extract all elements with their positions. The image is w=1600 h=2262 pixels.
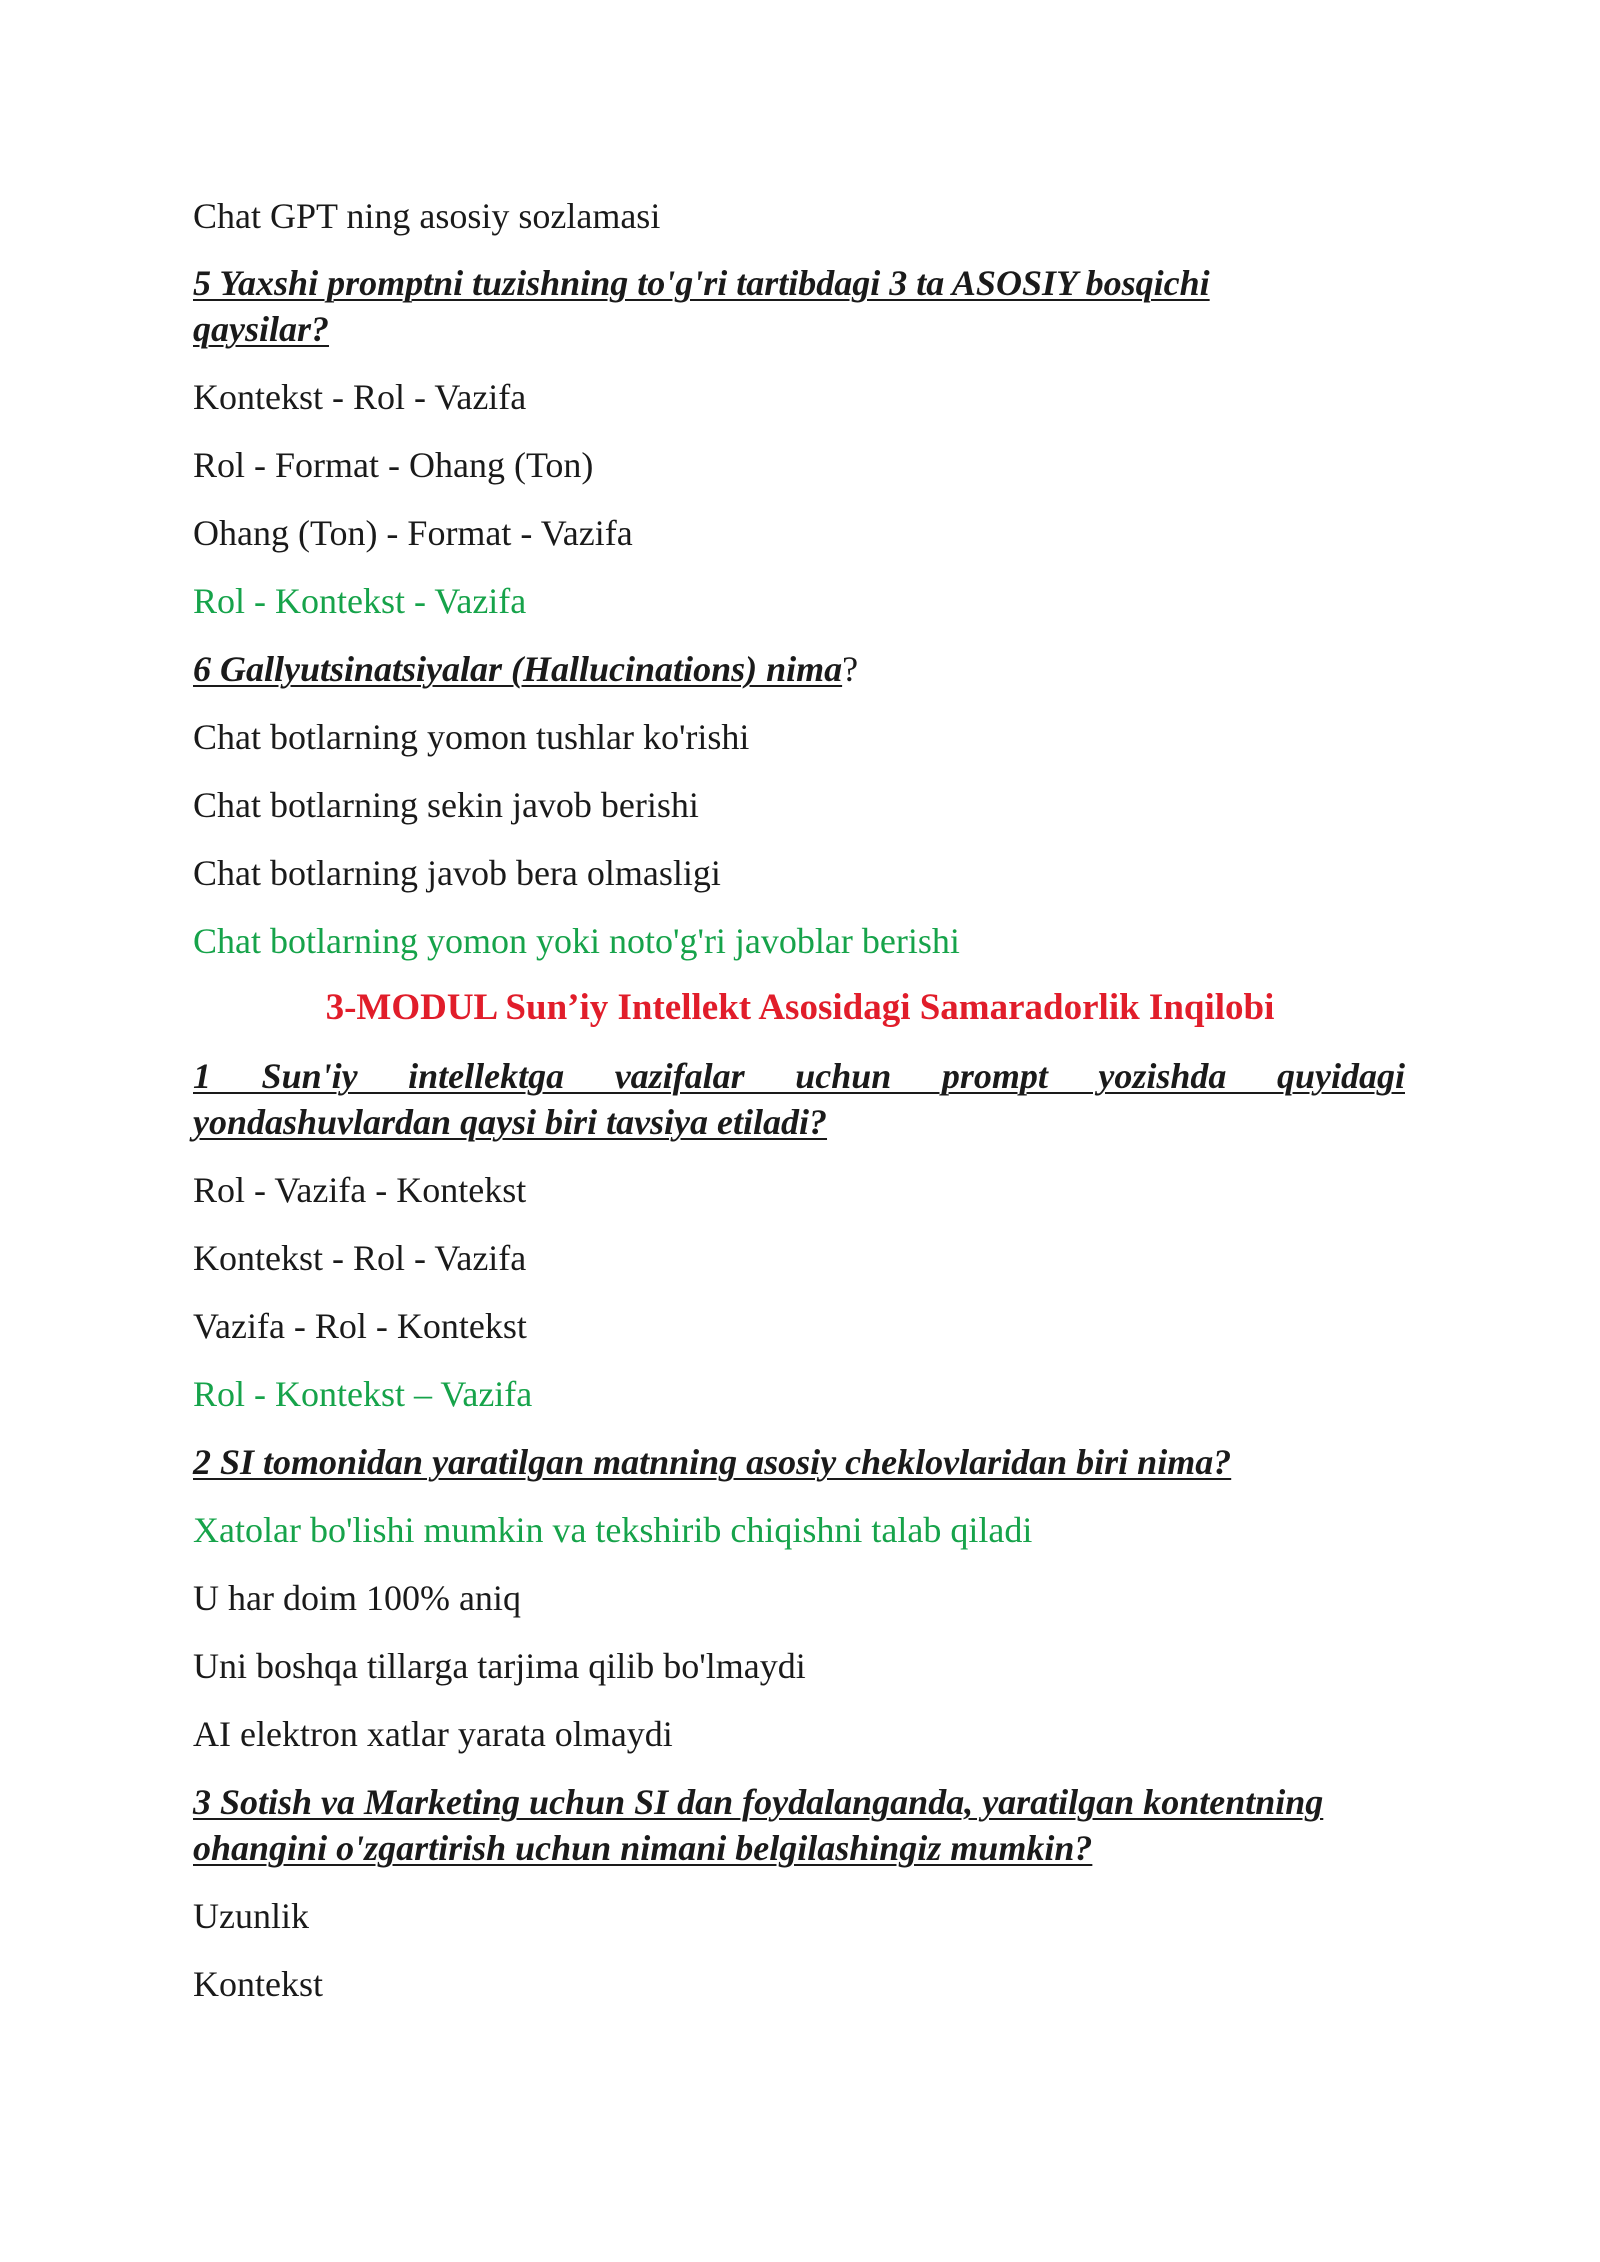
m1-question-line-1-text: 1 Sun'iy intellektga vazifalar uchun prompt yozishda quyidagi — [193, 1056, 1405, 1096]
question-6-title: 6 Gallyutsinatsiyalar (Hallucinations) nima — [193, 649, 843, 689]
q5-correct-option: Rol - Kontekst - Vazifa — [193, 581, 527, 621]
q5-option-1: Kontekst - Rol - Vazifa — [193, 377, 527, 417]
m1-question-line-1 — [193, 1053, 1405, 1099]
m1-option-3: Vazifa - Rol - Kontekst — [193, 1306, 527, 1346]
answer-line: Chat GPT ning asosiy sozlamasi — [193, 196, 661, 236]
q6-option-3: Chat botlarning javob bera olmasligi — [193, 853, 721, 893]
m2-option-4: AI elektron xatlar yarata olmaydi — [193, 1714, 673, 1754]
m2-question: 2 SI tomonidan yaratilgan matnning asosiy cheklovlaridan biri nima? — [193, 1442, 1232, 1482]
m3-question-line-2: ohangini o'zgartirish uchun nimani belgilashingiz mumkin? — [193, 1828, 1093, 1868]
m1-question-line-2: yondashuvlardan qaysi biri tavsiya etiladi? — [193, 1102, 828, 1142]
m2-option-3: Uni boshqa tillarga tarjima qilib bo'lmaydi — [193, 1646, 806, 1686]
question-6-mark: ? — [842, 649, 859, 689]
question-6 — [193, 646, 858, 692]
m1-correct-option: Rol - Kontekst – Vazifa — [193, 1374, 533, 1414]
m3-option-1: Uzunlik — [193, 1896, 309, 1936]
m2-option-2: U har doim 100% aniq — [193, 1578, 521, 1618]
question-5-line-2: qaysilar? — [193, 309, 330, 349]
module-heading: 3-MODUL Sun’iy Intellekt Asosidagi Samaradorlik Inqilobi — [325, 987, 1275, 1028]
q6-option-2: Chat botlarning sekin javob berishi — [193, 785, 699, 825]
q6-option-1: Chat botlarning yomon tushlar ko'rishi — [193, 717, 750, 757]
m1-option-1: Rol - Vazifa - Kontekst — [193, 1170, 527, 1210]
m2-correct-option: Xatolar bo'lishi mumkin va tekshirib chiqishni talab qiladi — [193, 1510, 1033, 1550]
q5-option-3: Ohang (Ton) - Format - Vazifa — [193, 513, 633, 553]
q6-correct-option: Chat botlarning yomon yoki noto'g'ri javoblar berishi — [193, 921, 960, 961]
question-5-line-1: 5 Yaxshi promptni tuzishning to'g'ri tartibdagi 3 ta ASOSIY bosqichi — [193, 263, 1210, 303]
m3-option-2: Kontekst — [193, 1964, 323, 2004]
m1-option-2: Kontekst - Rol - Vazifa — [193, 1238, 527, 1278]
m3-question-line-1: 3 Sotish va Marketing uchun SI dan foydalanganda, yaratilgan kontentning — [193, 1782, 1324, 1822]
q5-option-2: Rol - Format - Ohang (Ton) — [193, 445, 594, 485]
